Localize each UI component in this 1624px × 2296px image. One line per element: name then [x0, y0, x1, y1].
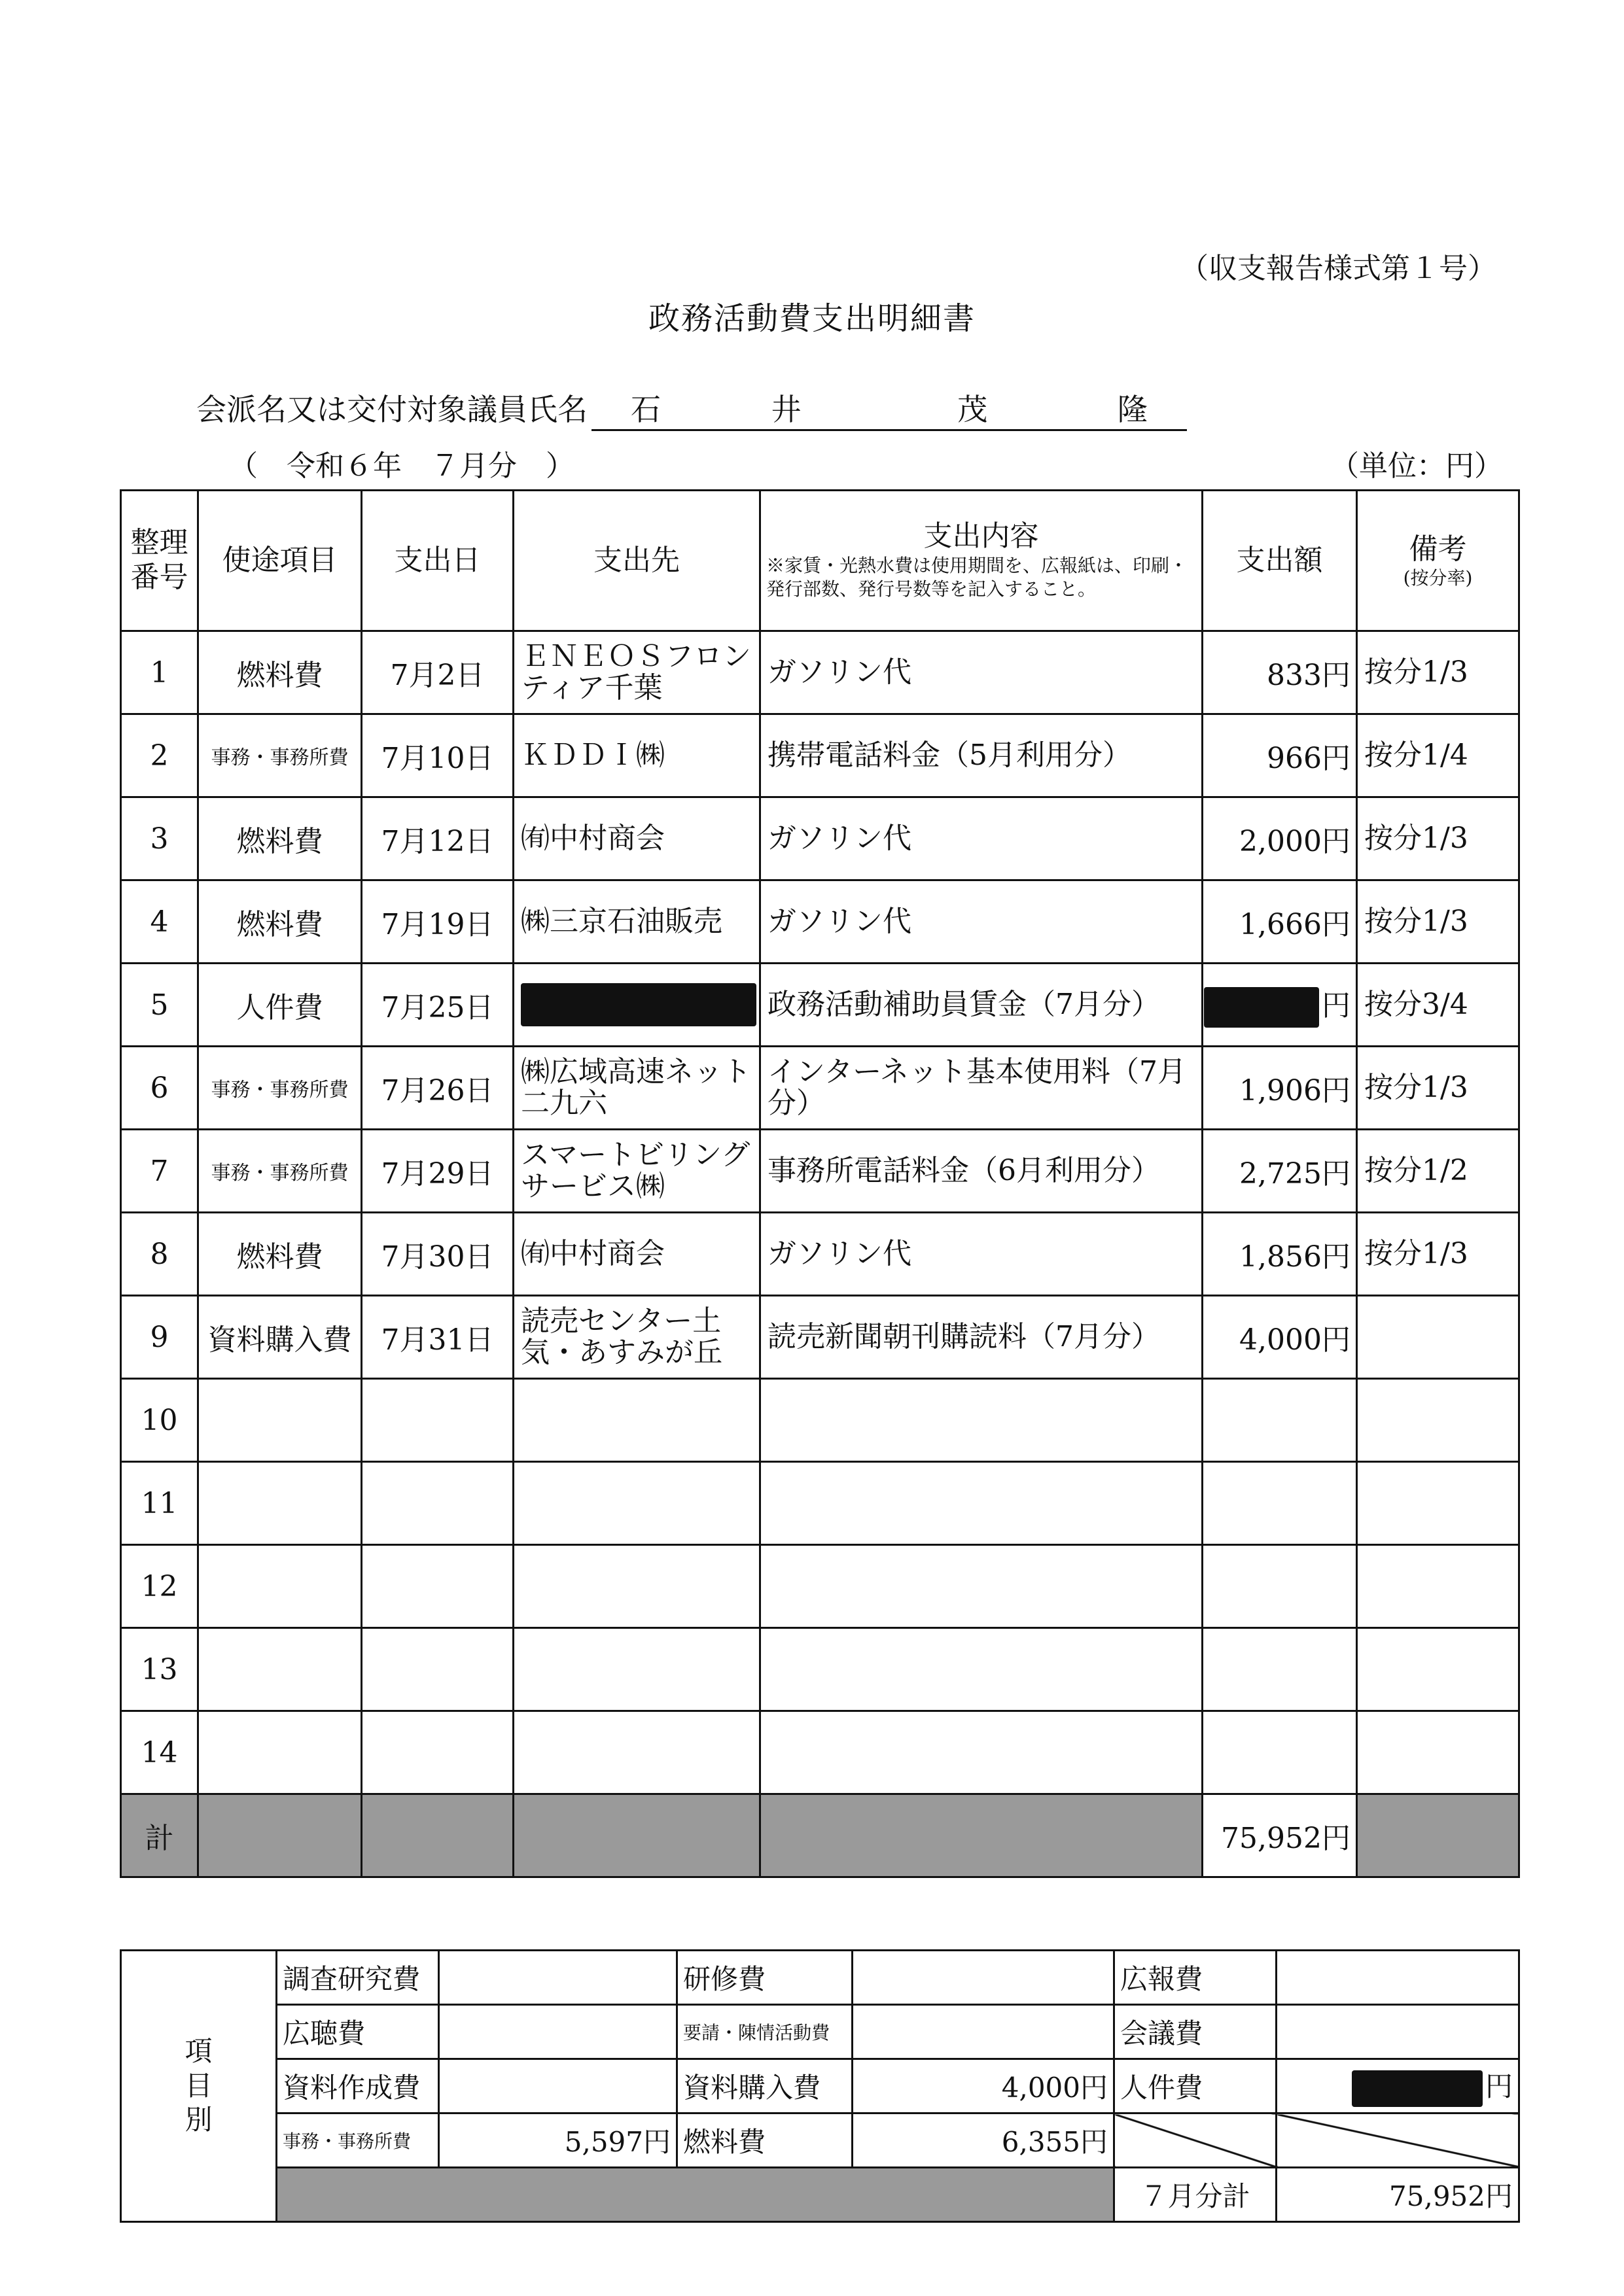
- redaction-box: [1352, 2070, 1483, 2107]
- row-category: [198, 1462, 362, 1545]
- row-content: ガソリン代: [760, 1213, 1203, 1296]
- row-number: 2: [121, 714, 198, 797]
- row-number: 7: [121, 1130, 198, 1213]
- cat-training-amount: [853, 1951, 1114, 2005]
- row-category: [198, 1379, 362, 1462]
- cat-petition-amount: [853, 2005, 1114, 2059]
- table-row: [121, 880, 1519, 964]
- row-amount-value: 円: [1322, 988, 1350, 1022]
- cat-office-label: 事務・事務所費: [277, 2113, 439, 2168]
- row-amount: [1203, 1462, 1357, 1545]
- cat-empty-diagonal: [1277, 2113, 1519, 2168]
- category-summary-table: [120, 1949, 1520, 2223]
- cat-petition-label: 要請・陳情活動費: [677, 2005, 853, 2059]
- cat-fuel-label: 燃料費: [677, 2113, 853, 2168]
- row-category: 事務・事務所費: [198, 714, 362, 797]
- month-total-amount: 75,952円: [1277, 2168, 1519, 2222]
- row-amount: 2,000円: [1203, 797, 1357, 880]
- cat-research-label: 調査研究費: [277, 1951, 439, 2005]
- member-name: [591, 386, 1187, 431]
- row-date: [362, 1711, 514, 1794]
- header-amount: 支出額: [1203, 491, 1357, 631]
- row-number: 9: [121, 1296, 198, 1379]
- redaction-box: [1204, 987, 1319, 1028]
- row-category: 燃料費: [198, 631, 362, 714]
- form-number: （収支報告様式第１号）: [1180, 252, 1496, 285]
- row-amount: [1203, 1628, 1357, 1711]
- row-date: [362, 1545, 514, 1628]
- cat-pr-label: 広報費: [1114, 1951, 1277, 2005]
- row-remarks: 按分1/3: [1357, 631, 1519, 714]
- cat-pr-amount: [1277, 1951, 1519, 2005]
- table-row: [121, 1462, 1519, 1545]
- cat-meeting-label: 会議費: [1114, 2005, 1277, 2059]
- cat-doc-creation-label: 資料作成費: [277, 2059, 439, 2113]
- row-payee: 読売センター土気・あすみが丘: [514, 1296, 760, 1379]
- table-row: [121, 1379, 1519, 1462]
- total-empty-cell: [198, 1794, 362, 1877]
- cat-grey-filler: [277, 2168, 1114, 2222]
- table-row: [121, 797, 1519, 880]
- row-amount: 1,856円: [1203, 1213, 1357, 1296]
- row-payee: ㈱三京石油販売: [514, 880, 760, 964]
- row-remarks: 按分1/4: [1357, 714, 1519, 797]
- table-row: [121, 1296, 1519, 1379]
- header-remarks: [1357, 491, 1519, 631]
- total-row: [121, 1794, 1519, 1877]
- row-payee: ＥＮＥＯＳフロンティア千葉: [514, 631, 760, 714]
- table-row: [121, 714, 1519, 797]
- cat-office-amount: 5,597円: [439, 2113, 677, 2168]
- row-remarks: [1357, 1379, 1519, 1462]
- row-remarks: 按分1/2: [1357, 1130, 1519, 1213]
- row-category: 燃料費: [198, 880, 362, 964]
- row-content: [760, 1628, 1203, 1711]
- row-content: [760, 1379, 1203, 1462]
- row-amount: [1203, 1711, 1357, 1794]
- table-row: [121, 1213, 1519, 1296]
- row-payee: [514, 964, 760, 1047]
- row-number: 11: [121, 1462, 198, 1545]
- header-date: 支出日: [362, 491, 514, 631]
- row-payee: スマートビリングサービス㈱: [514, 1130, 760, 1213]
- row-number: 6: [121, 1047, 198, 1130]
- row-number: 1: [121, 631, 198, 714]
- row-content: ガソリン代: [760, 797, 1203, 880]
- header-remarks-title: 備考: [1409, 532, 1467, 566]
- row-payee: ＫＤＤＩ㈱: [514, 714, 760, 797]
- cat-doc-purchase-label: 資料購入費: [677, 2059, 853, 2113]
- row-payee: [514, 1462, 760, 1545]
- month-total-label: ７月分計: [1114, 2168, 1277, 2222]
- row-content: ガソリン代: [760, 880, 1203, 964]
- row-content: [760, 1462, 1203, 1545]
- header-payee: 支出先: [514, 491, 760, 631]
- row-number: 12: [121, 1545, 198, 1628]
- row-amount: 966円: [1203, 714, 1357, 797]
- cat-training-label: 研修費: [677, 1951, 853, 2005]
- row-number: 10: [121, 1379, 198, 1462]
- unit-label: （単位：円）: [1330, 449, 1503, 483]
- row-amount: 2,725円: [1203, 1130, 1357, 1213]
- row-payee: ㈲中村商会: [514, 797, 760, 880]
- row-number: 13: [121, 1628, 198, 1711]
- category-label: 項目別: [121, 1951, 277, 2222]
- row-number: 14: [121, 1711, 198, 1794]
- row-payee: ㈱広域高速ネット二九六: [514, 1047, 760, 1130]
- row-remarks: [1357, 1545, 1519, 1628]
- header-remarks-sub: (按分率): [1403, 566, 1473, 589]
- row-remarks: 按分1/3: [1357, 880, 1519, 964]
- header-category: 使途項目: [198, 491, 362, 631]
- row-remarks: 按分1/3: [1357, 797, 1519, 880]
- header-content-title: 支出内容: [923, 519, 1039, 553]
- report-period: （ 令和６年 ７月分 ）: [229, 449, 574, 483]
- row-content: 事務所電話料金（6月利用分）: [760, 1130, 1203, 1213]
- row-category: [198, 1711, 362, 1794]
- cat-meeting-amount: [1277, 2005, 1519, 2059]
- row-amount: 1,906円: [1203, 1047, 1357, 1130]
- row-content: [760, 1711, 1203, 1794]
- row-payee: ㈲中村商会: [514, 1213, 760, 1296]
- row-category: 燃料費: [198, 1213, 362, 1296]
- row-payee: [514, 1628, 760, 1711]
- row-remarks: [1357, 1296, 1519, 1379]
- member-name-char: 井: [771, 392, 803, 427]
- row-remarks: [1357, 1462, 1519, 1545]
- row-remarks: 按分1/3: [1357, 1047, 1519, 1130]
- row-remarks: [1357, 1711, 1519, 1794]
- total-empty-cell: [362, 1794, 514, 1877]
- cat-empty-diagonal: [1114, 2113, 1277, 2168]
- table-header-row: [121, 491, 1519, 631]
- table-row: [121, 631, 1519, 714]
- header-content-note: ※家賃・光熱水費は使用期間を、広報紙は、印刷・発行部数、発行号数等を記入すること。: [766, 555, 1188, 600]
- row-content: 携帯電話料金（5月利用分）: [760, 714, 1203, 797]
- row-content: [760, 1545, 1203, 1628]
- row-category: 燃料費: [198, 797, 362, 880]
- row-remarks: 按分1/3: [1357, 1213, 1519, 1296]
- total-empty-cell: [1357, 1794, 1519, 1877]
- header-no: 整理番号: [121, 491, 198, 631]
- row-date: 7月30日: [362, 1213, 514, 1296]
- row-number: 3: [121, 797, 198, 880]
- document-title: 政務活動費支出明細書: [648, 300, 976, 337]
- cat-personnel-amount-value: 円: [1485, 2070, 1513, 2102]
- row-amount: 4,000円: [1203, 1296, 1357, 1379]
- row-category: [198, 1628, 362, 1711]
- table-row: [121, 1628, 1519, 1711]
- redaction-box: [521, 983, 756, 1026]
- table-row: [121, 964, 1519, 1047]
- row-content: 政務活動補助員賃金（7月分）: [760, 964, 1203, 1047]
- row-payee: [514, 1711, 760, 1794]
- cat-fuel-amount: 6,355円: [853, 2113, 1114, 2168]
- row-category: [198, 1545, 362, 1628]
- row-date: [362, 1628, 514, 1711]
- member-name-char: 石: [631, 392, 662, 427]
- row-amount: [1203, 1545, 1357, 1628]
- row-amount: 833円: [1203, 631, 1357, 714]
- row-category: 資料購入費: [198, 1296, 362, 1379]
- row-content: 読売新聞朝刊購読料（7月分）: [760, 1296, 1203, 1379]
- row-date: [362, 1379, 514, 1462]
- row-date: 7月2日: [362, 631, 514, 714]
- row-content: ガソリン代: [760, 631, 1203, 714]
- expenditure-table: [120, 489, 1520, 1878]
- row-number: 4: [121, 880, 198, 964]
- total-empty-cell: [760, 1794, 1203, 1877]
- cat-research-amount: [439, 1951, 677, 2005]
- row-date: 7月12日: [362, 797, 514, 880]
- row-date: 7月25日: [362, 964, 514, 1047]
- cat-doc-creation-amount: [439, 2059, 677, 2113]
- total-empty-cell: [514, 1794, 760, 1877]
- row-category: 事務・事務所費: [198, 1130, 362, 1213]
- table-row: [121, 1545, 1519, 1628]
- row-date: 7月26日: [362, 1047, 514, 1130]
- row-amount: [1203, 1379, 1357, 1462]
- row-remarks: 按分3/4: [1357, 964, 1519, 1047]
- member-name-char: 茂: [957, 392, 989, 427]
- table-row: [121, 1047, 1519, 1130]
- row-date: [362, 1462, 514, 1545]
- cat-personnel-amount: [1277, 2059, 1519, 2113]
- member-label: 会派名又は交付対象議員氏名: [196, 392, 588, 427]
- row-remarks: [1357, 1628, 1519, 1711]
- row-date: 7月19日: [362, 880, 514, 964]
- member-name-char: 隆: [1117, 392, 1149, 427]
- member-name-row: [196, 386, 1187, 431]
- total-amount: 75,952円: [1203, 1794, 1357, 1877]
- row-date: 7月10日: [362, 714, 514, 797]
- row-category: 人件費: [198, 964, 362, 1047]
- table-row: [121, 1130, 1519, 1213]
- cat-hearing-amount: [439, 2005, 677, 2059]
- row-date: 7月29日: [362, 1130, 514, 1213]
- row-number: 8: [121, 1213, 198, 1296]
- table-row: [121, 1711, 1519, 1794]
- row-date: 7月31日: [362, 1296, 514, 1379]
- cat-doc-purchase-amount: 4,000円: [853, 2059, 1114, 2113]
- cat-personnel-label: 人件費: [1114, 2059, 1277, 2113]
- row-payee: [514, 1379, 760, 1462]
- row-payee: [514, 1545, 760, 1628]
- total-label: 計: [121, 1794, 198, 1877]
- row-number: 5: [121, 964, 198, 1047]
- row-amount: 1,666円: [1203, 880, 1357, 964]
- row-amount: [1203, 964, 1357, 1047]
- cat-hearing-label: 広聴費: [277, 2005, 439, 2059]
- row-category: 事務・事務所費: [198, 1047, 362, 1130]
- row-content: インターネット基本使用料（7月分）: [760, 1047, 1203, 1130]
- header-content: [760, 491, 1203, 631]
